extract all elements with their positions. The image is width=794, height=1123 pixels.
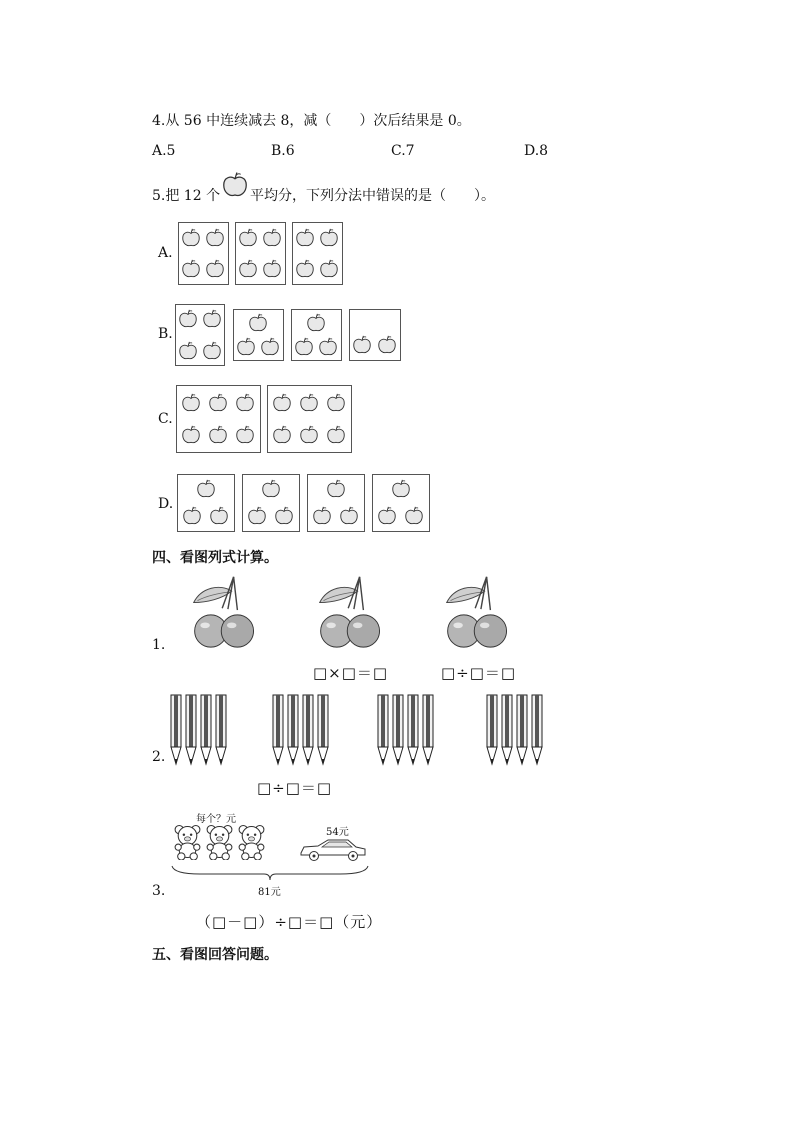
- apple-group: [242, 474, 300, 532]
- q5-option-a-label[interactable]: A.: [158, 245, 173, 261]
- pencil-group: [377, 694, 437, 766]
- apple-group: [177, 474, 235, 532]
- q4-option-c[interactable]: C.7: [391, 143, 415, 159]
- section-5-title: 五、看图回答问题。: [152, 947, 278, 963]
- cherry-icon: [188, 572, 264, 652]
- cherry-icon: [441, 572, 517, 652]
- pencil-group: [272, 694, 332, 766]
- bear-icon: [204, 824, 235, 860]
- q5-option-c-label[interactable]: C.: [158, 411, 173, 427]
- apple-group: [267, 385, 352, 453]
- total-brace: [170, 864, 370, 882]
- problem-2-label: 2.: [152, 749, 166, 765]
- apple-group: [291, 309, 342, 361]
- q4-option-d[interactable]: D.8: [524, 143, 549, 159]
- car-price-label: 54元: [326, 827, 349, 838]
- apple-group: [178, 222, 229, 285]
- problem-3-label: 3.: [152, 883, 166, 899]
- apple-group: [233, 309, 284, 361]
- formula-bear-price[interactable]: （□－□）÷□＝□（元）: [196, 913, 383, 931]
- q4-option-a[interactable]: A.5: [152, 143, 176, 159]
- apple-group: [372, 474, 430, 532]
- apple-group: [235, 222, 286, 285]
- cherry-icon: [314, 572, 390, 652]
- formula-divide[interactable]: □÷□＝□: [441, 664, 517, 682]
- question-5-text-start: 5.把 12 个: [152, 188, 221, 204]
- formula-multiply[interactable]: □×□＝□: [313, 664, 389, 682]
- q5-option-b-label[interactable]: B.: [158, 326, 173, 342]
- apple-group: [307, 474, 365, 532]
- apple-group: [349, 309, 401, 361]
- bear-icon: [236, 824, 267, 860]
- apple-icon: [220, 168, 250, 202]
- apple-group: [292, 222, 343, 285]
- car-icon: [298, 836, 368, 862]
- pencil-group: [486, 694, 546, 766]
- question-4-text: 4.从 56 中连续减去 8，减（ ）次后结果是 0。: [152, 113, 471, 129]
- q5-option-d-label[interactable]: D.: [158, 496, 174, 512]
- q4-option-b[interactable]: B.6: [271, 143, 295, 159]
- section-4-title: 四、看图列式计算。: [152, 550, 278, 566]
- bear-icon: [172, 824, 203, 860]
- total-price-label: 81元: [258, 887, 281, 898]
- formula-pencil-divide[interactable]: □÷□＝□: [257, 779, 333, 797]
- bear-price-label: 每个？元: [196, 814, 236, 825]
- pencil-group: [170, 694, 230, 766]
- apple-group: [176, 385, 261, 453]
- problem-1-label: 1.: [152, 637, 166, 653]
- question-5-text-end: 平均分，下列分法中错误的是（ ）。: [250, 188, 495, 204]
- apple-group: [175, 304, 225, 366]
